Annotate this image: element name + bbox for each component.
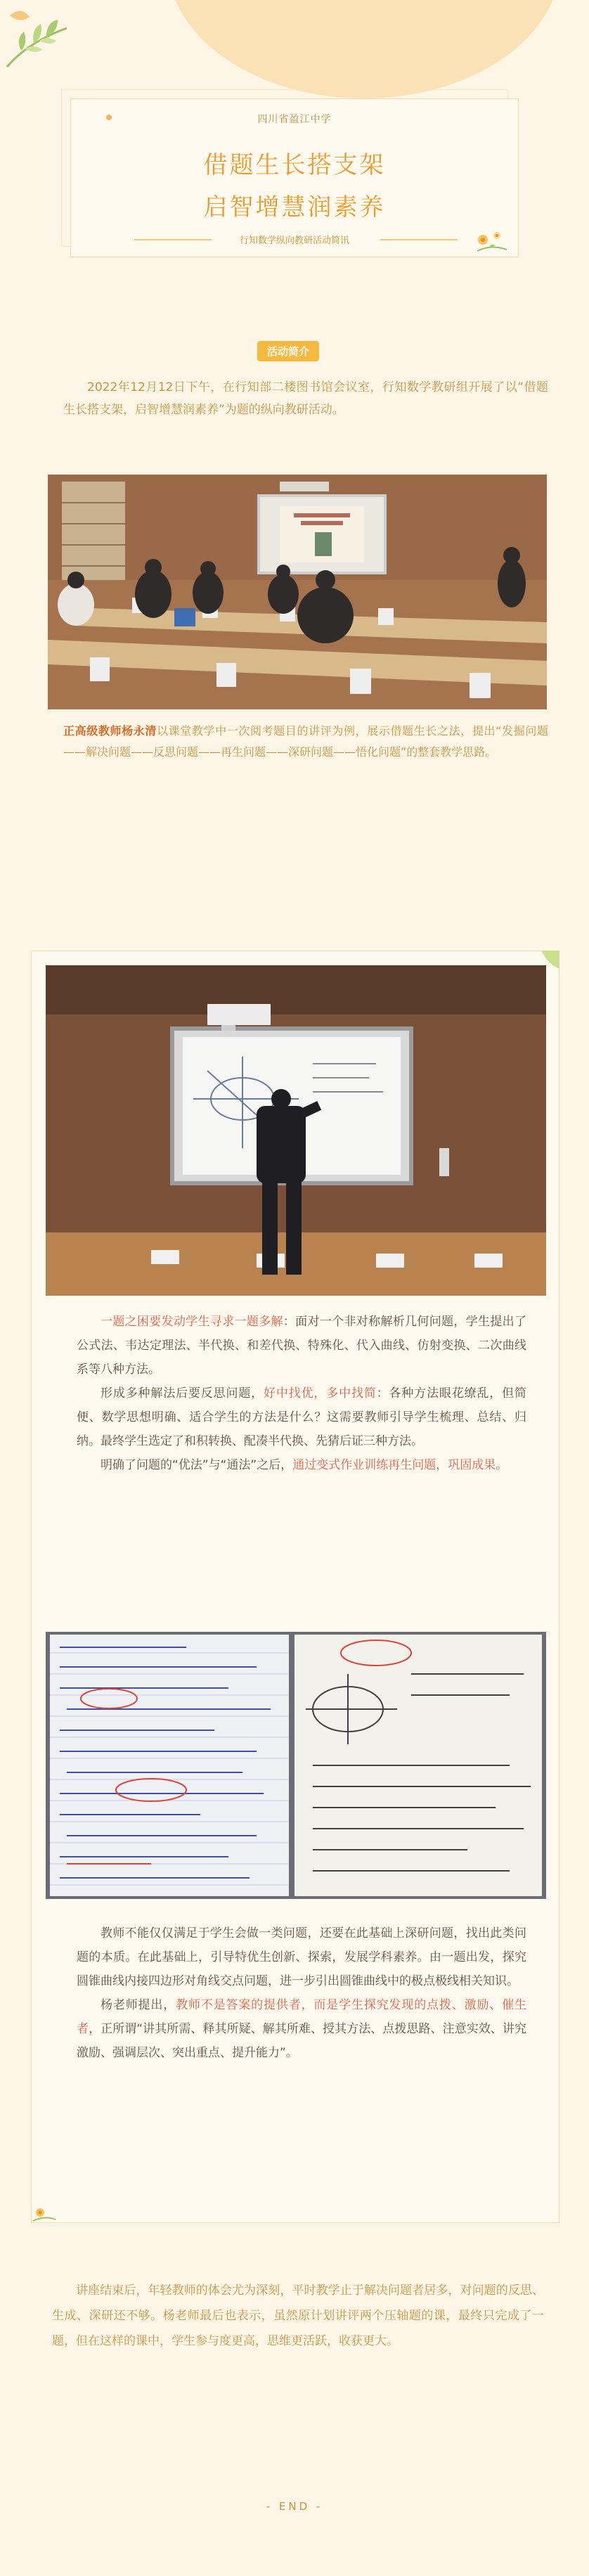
decorative-blob bbox=[167, 0, 561, 98]
notes-photo bbox=[46, 1632, 546, 1899]
lesson-p5-text: ，正所谓“讲其所需、释其所疑、解其所难、授其方法、点拨思路、注意实效、讲究激励、强调层次、突出重点、提升能力”。 bbox=[77, 2022, 526, 2060]
lesson-p2-lead: 形成多种解法后要反思问题， bbox=[101, 1386, 264, 1400]
subtitle: 行知数学纵向教研活动简讯 bbox=[239, 236, 349, 246]
lesson-text-2 bbox=[77, 1921, 526, 2065]
caption-text: 以课堂教学中一次阅考题目的讲评为例，展示借题生长之法，提出“发掘问题——解决问题——反思问题——再生问题——深研问题——悟化问题”的整套教学思路。 bbox=[63, 724, 548, 759]
subtitle-rule-right bbox=[380, 239, 458, 240]
title-line-1: 借题生长搭支架 bbox=[203, 151, 386, 179]
intro-caption bbox=[63, 721, 548, 763]
header bbox=[0, 0, 589, 309]
lesson-paragraph-4: 教师不能仅仅满足于学生会做一类问题，还要在此基础上深研问题，找出此类问题的本质。在此基础上，引导特优生创新、探索，发展学科素养。由一题出发，探究圆锥曲线内接四边形对角线交点问题，进一步引出圆锥曲线中的极点极线相关知识。 bbox=[77, 1926, 526, 1988]
lesson-paragraph-3 bbox=[77, 1453, 526, 1477]
school-name: 四川省盈江中学 bbox=[257, 114, 332, 125]
closing-paragraph: 讲座结束后，年轻教师的体会尤为深刻，平时教学止于解决问题者居多，对问题的反思、生成、深研还不够。杨老师最后也表示，虽然原计划讲评两个压轴题的课，最终只完成了一题，但在这样的课中，学生参与度更高，思维更活跃，收获更大。 bbox=[52, 2284, 544, 2348]
corner-flower-icon bbox=[32, 2201, 57, 2222]
lesson-paragraph-5 bbox=[77, 1993, 526, 2065]
end-marker: - END - bbox=[266, 2500, 323, 2513]
intro-text: 2022年12月12日下午，在行知部二楼图书馆会议室，行知数学教研组开展了以“借题生长搭支架，启智增慧润素养”为题的纵向教研活动。 bbox=[63, 380, 548, 417]
intro-tag: 活动简介 bbox=[257, 341, 319, 361]
caption-highlight: 正高级教师杨永清 bbox=[63, 724, 157, 738]
lesson-p3-highlight: 通过变式作业训练再生问题，巩固成果。 bbox=[292, 1458, 508, 1472]
lesson-p1-text: ：面对一个非对称解析几何问题，学生提出了公式法、韦达定理法、半代换、和差代换、特殊化、代入曲线、仿射变换、二次曲线系等八种方法。 bbox=[77, 1315, 527, 1377]
title-line-2: 启智增慧润素养 bbox=[203, 193, 386, 221]
teacher-photo bbox=[46, 965, 546, 1296]
lesson-p3-lead: 明确了问题的“优法”与“通法”之后， bbox=[101, 1458, 293, 1472]
lesson-p1-highlight: 一题之困要发动学生寻求一题多解 bbox=[101, 1315, 283, 1329]
lesson-p2-text: ：各种方法眼花缭乱，但简便、数学思想明确、适合学生的方法是什么？这需要教师引导学生梳理、总结、归纳。最终学生选定了和积转换、配凑半代换、先猜后证三种方法。 bbox=[77, 1386, 527, 1448]
flower-icon bbox=[470, 226, 512, 254]
lesson-paragraph-1 bbox=[77, 1310, 526, 1382]
title-card bbox=[70, 98, 519, 257]
lesson-p5-highlight: 教师不是答案的提供者，而是学生探究发现的点拨、激励、催生者 bbox=[77, 1998, 527, 2036]
classroom-photo-1 bbox=[48, 475, 547, 709]
lesson-p2-highlight: 好中找优，多中找简 bbox=[264, 1386, 377, 1400]
lesson-section bbox=[31, 951, 559, 2223]
leaf-icon bbox=[0, 0, 77, 77]
lesson-text-1 bbox=[77, 1310, 526, 1477]
lesson-paragraph-2 bbox=[77, 1382, 526, 1453]
lesson-p5-lead: 杨老师提出， bbox=[101, 1998, 176, 2012]
